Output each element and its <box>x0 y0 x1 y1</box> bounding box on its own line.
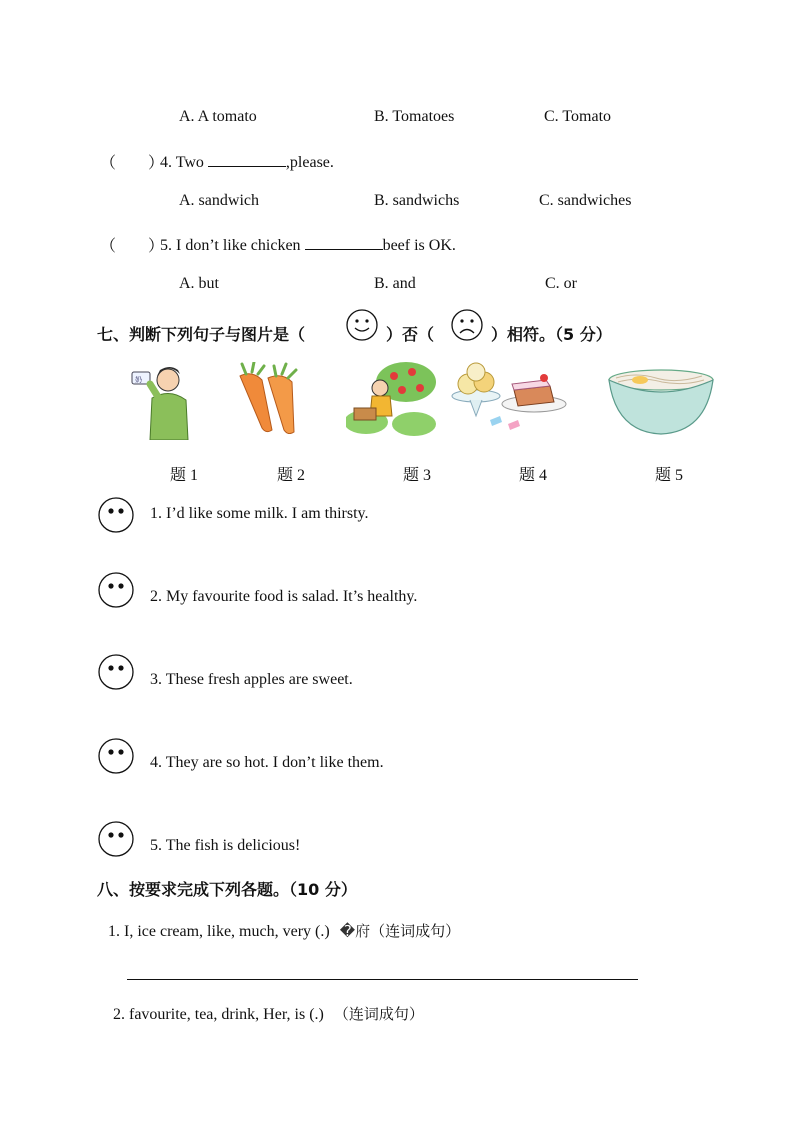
s8-q1-words: 1. I, ice cream, like, much, very (.) <box>108 923 330 940</box>
smiley-face-icon <box>345 308 379 342</box>
q3-option-b: B. Tomatoes <box>374 108 455 125</box>
section7-title <box>97 322 305 345</box>
svg-text:奶: 奶 <box>135 376 142 384</box>
judge-item-4: 4. They are so hot. I don’t like them. <box>150 754 384 771</box>
answer-face-2-icon[interactable] <box>98 572 134 608</box>
section7-title-post: ）相符。（5 分） <box>491 325 612 344</box>
judge-item-1: 1. I’d like some milk. I am thirsty. <box>150 505 369 522</box>
judge-item-2: 2. My favourite food is salad. It’s healthy. <box>150 588 418 605</box>
answer-face-3-icon[interactable] <box>98 654 134 690</box>
q5-option-c: C. or <box>545 275 577 292</box>
s8-q1-answer-line[interactable] <box>127 979 638 980</box>
q4-answer-paren[interactable]: （ ） <box>100 155 165 172</box>
q4-stem-post: ,please. <box>285 154 334 171</box>
boy-drinking-milk-picture <box>130 360 190 440</box>
q4-stem <box>160 150 334 172</box>
q5-option-a: A. but <box>179 275 219 292</box>
picture-caption-3: 题 3 <box>403 467 432 484</box>
picture-caption-1: 题 1 <box>170 467 199 484</box>
picture-caption-4: 题 4 <box>519 467 548 484</box>
q4-option-b: B. sandwichs <box>374 192 460 209</box>
answer-face-5-icon[interactable] <box>98 821 134 857</box>
s8-q2-words: 2. favourite, tea, drink, Her, is (.) <box>113 1006 324 1023</box>
judge-item-3: 3. These fresh apples are sweet. <box>150 671 353 688</box>
q4-stem-pre: 4. Two <box>160 154 204 171</box>
answer-face-1-icon[interactable] <box>98 497 134 533</box>
ice-cream-and-cake-picture <box>450 360 570 436</box>
s8-question-2 <box>113 1003 424 1024</box>
section7-title-mid: ）否（ <box>386 325 435 344</box>
section8-title: 八、按要求完成下列各题。（10 分） <box>97 880 357 899</box>
q5-option-b: B. and <box>374 275 416 292</box>
s8-question-1 <box>108 920 460 941</box>
s8-q1-mark: �府 <box>339 922 371 940</box>
picture-caption-2: 题 2 <box>277 467 306 484</box>
q3-option-c: C. Tomato <box>544 108 612 125</box>
answer-face-4-icon[interactable] <box>98 738 134 774</box>
section7-title-pre: 七、判断下列句子与图片是（ <box>97 325 306 344</box>
s8-q2-note: （连词成句） <box>333 1005 424 1023</box>
q5-answer-paren[interactable]: （ ） <box>100 238 165 255</box>
apple-picking-picture <box>346 360 436 436</box>
q3-option-a: A. A tomato <box>179 108 257 125</box>
bowl-of-noodles-picture <box>606 368 716 438</box>
picture-caption-5: 题 5 <box>655 467 684 484</box>
carrots-picture <box>232 362 306 434</box>
s8-q1-note: （连词成句） <box>370 922 461 940</box>
q5-stem <box>160 233 456 255</box>
judge-item-5: 5. The fish is delicious! <box>150 837 301 854</box>
q5-stem-post: beef is OK. <box>382 237 456 254</box>
q4-blank[interactable] <box>208 150 286 167</box>
q5-blank[interactable] <box>305 233 383 250</box>
q5-stem-pre: 5. I don’t like chicken <box>160 237 301 254</box>
q4-option-a: A. sandwich <box>179 192 259 209</box>
sad-face-icon <box>450 308 484 342</box>
q4-option-c: C. sandwiches <box>539 192 632 209</box>
